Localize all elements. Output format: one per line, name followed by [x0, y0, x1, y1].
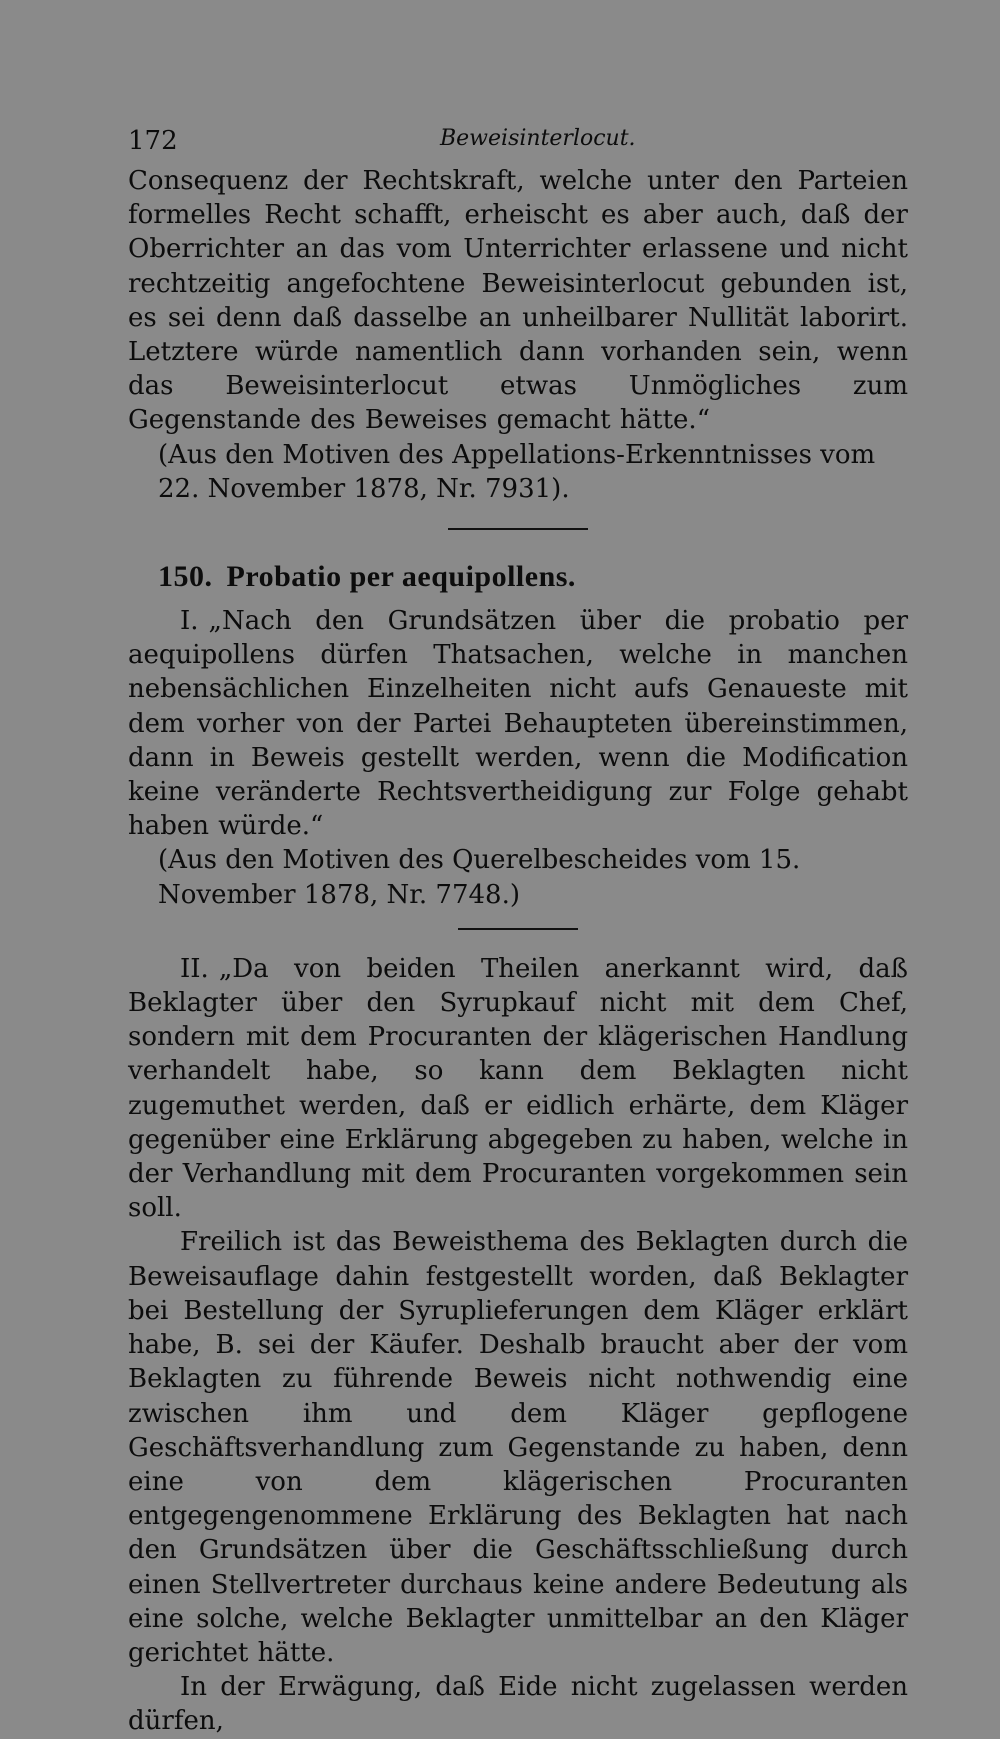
- section-number: 150.: [158, 560, 213, 594]
- page-header: [128, 120, 908, 164]
- separator-rule: [458, 928, 578, 930]
- section-title: Probatio per aequipollens.: [226, 560, 576, 594]
- part-one-paragraph: [128, 604, 908, 843]
- running-head: Beweisinterlocut.: [440, 126, 636, 151]
- part-two-text: „Da von beiden Theilen anerkannt wird, daß Beklagter über den Syrupkauf nicht mit dem Chef, sondern mit dem Procuranten der klägerischen Handlung verhandelt habe, so kann dem Beklagten nicht zugemuthet werden, daß er eidlich erhärte, dem Kläger gegenüber eine Erklärung abgegeben zu haben, welche in der Verhandlung mit dem Procuranten vorgekommen sein soll.: [128, 953, 908, 1224]
- page-number: 172: [128, 126, 178, 156]
- part-one-text: „Nach den Grundsätzen über die probatio per aequipollens dürfen Thatsachen, welche in manchen nebensächlichen Einzelheiten nicht aufs Genaueste mit dem vorher von der Partei Behaupteten übereinstimmen, dann in Beweis gestellt werden, wenn die Modification keine veränderte Rechtsvertheidigung zur Folge gehabt haben würde.“: [128, 606, 908, 842]
- part-one-marker: I.: [180, 606, 199, 637]
- part-two-paragraph-2: Freilich ist das Beweisthema des Beklagten durch die Beweisauflage dahin festgestellt worden, daß Beklagter bei Bestellung der Syruplieferungen dem Kläger erklärt habe, B. sei der Käufer. Deshalb braucht aber der vom Beklagten zu führende Beweis nicht nothwendig eine zwischen ihm und dem Kläger gepflogene Geschäftsverhandlung zum Gegenstande zu haben, denn eine von dem klägerischen Procuranten entgegengenommene Erklärung des Beklagten hat nach den Grundsätzen über die Geschäftsschließung durch einen Stellvertreter durchaus keine andere Bedeutung als eine solche, welche Beklagter unmittelbar an den Kläger gerichtet hätte.: [128, 1227, 908, 1668]
- separator-rule: [448, 528, 588, 530]
- part-two-paragraph-3: In der Erwägung, daß Eide nicht zugelassen werden dürfen,: [128, 1672, 908, 1737]
- part-two-marker: II.: [180, 953, 209, 984]
- section-heading: [158, 560, 908, 594]
- part-one-source: (Aus den Motiven des Querelbescheides vom 15. November 1878, Nr. 7748.): [158, 845, 801, 910]
- part-two-paragraph: [128, 952, 908, 1226]
- continuation-source: (Aus den Motiven des Appellations-Erkenntnisses vom 22. November 1878, Nr. 7931).: [158, 439, 876, 504]
- continuation-paragraph: Consequenz der Rechtskraft, welche unter den Parteien formelles Recht schafft, erheischt es aber auch, daß der Oberrichter an das vom Unterrichter erlassene und nicht rechtzeitig angefochtene Beweisinterlocut gebunden ist, es sei denn daß dasselbe an unheilbarer Nullität laborirt. Letztere würde namentlich dann vorhanden sein, wenn das Beweisinterlocut etwas Unmögliches zum Gegenstande des Beweises gemacht hätte.“: [128, 166, 908, 436]
- document-page: [128, 120, 908, 1739]
